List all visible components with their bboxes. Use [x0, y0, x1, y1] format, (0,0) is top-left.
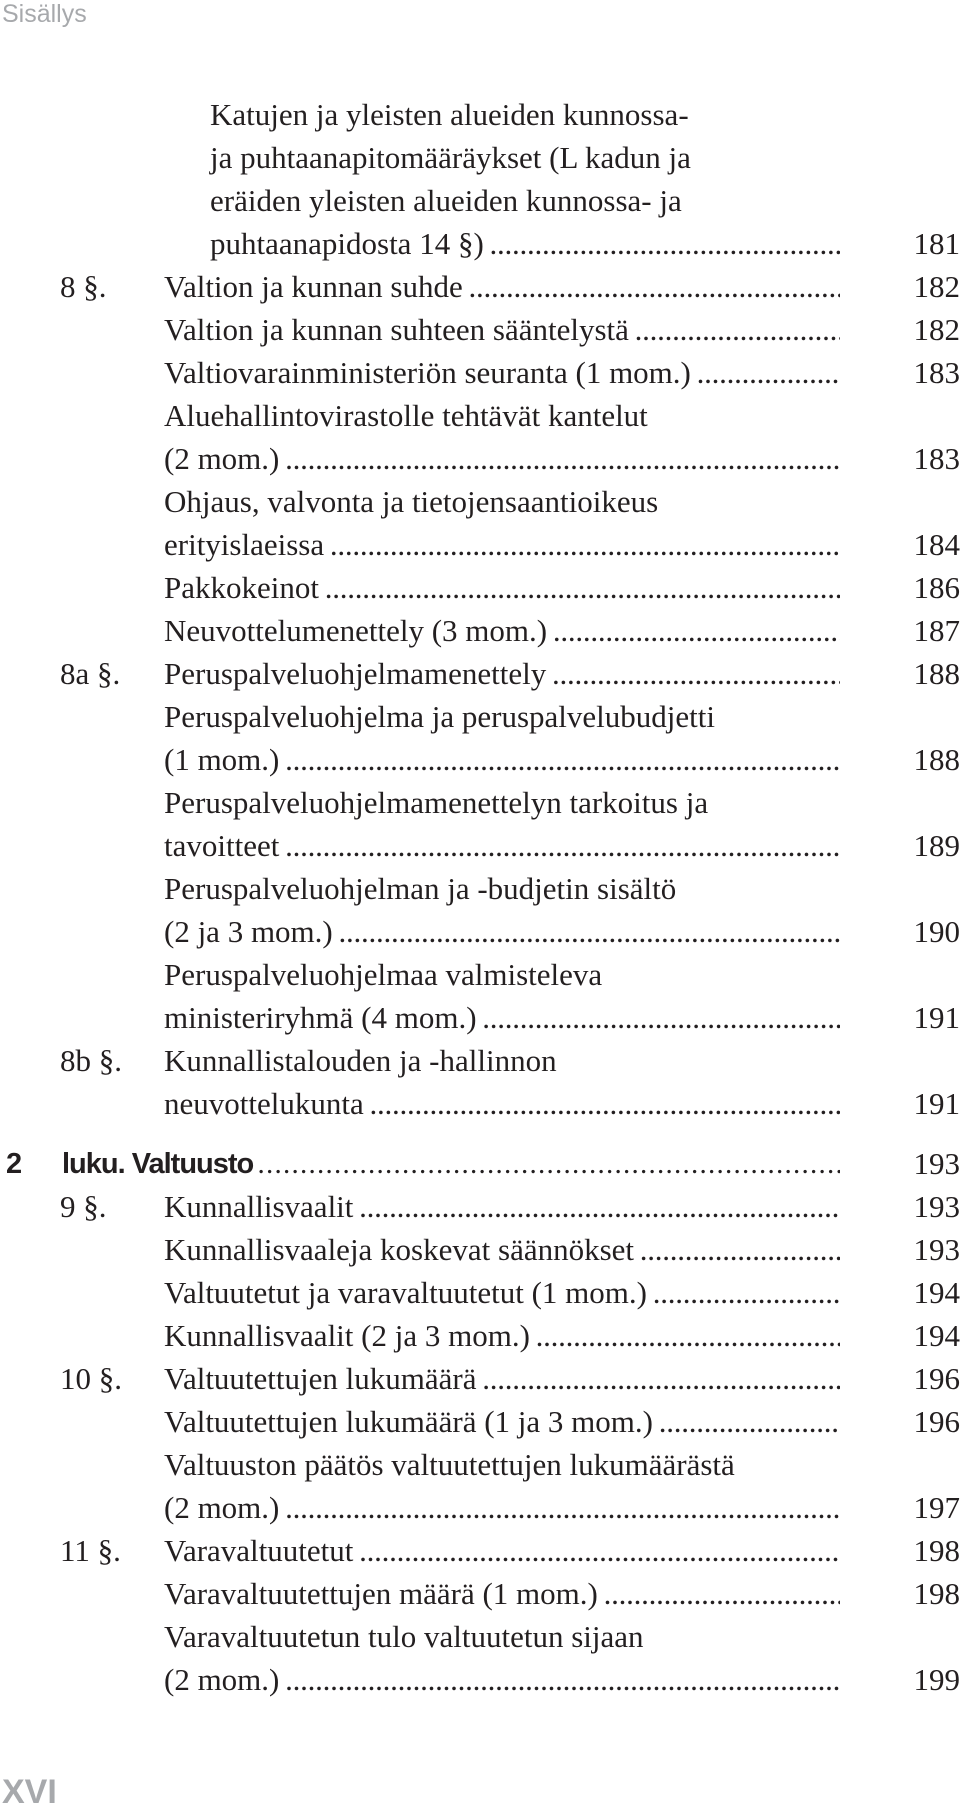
toc-entry-title: (2 mom.) . . . [164, 1488, 840, 1528]
toc-entry-title: erityislaeissa . . . [164, 525, 840, 565]
toc-text-line: Peruspalveluohjelmamenettelyn tarkoitus ja [164, 785, 709, 820]
toc-entry-title: (2 mom.) . . . [164, 1660, 840, 1700]
toc-page-number: 191 [913, 1086, 960, 1121]
toc-page-number: 189 [913, 828, 960, 863]
section-number: 11 §. [60, 1533, 121, 1568]
toc-entry-title: Varavaltuutettujen määrä (1 mom.) . . . [164, 1574, 840, 1614]
toc-entry-title: Neuvottelumenettely (3 mom.) . . . [164, 611, 840, 651]
toc-text-line: ja puhtaanapitomääräykset (L kadun ja [210, 140, 691, 175]
section-number: 8b §. [60, 1043, 122, 1078]
toc-page-number: 194 [913, 1275, 960, 1310]
toc-text-line: Ohjaus, valvonta ja tietojensaantioikeus [164, 484, 659, 519]
toc-text-line: Peruspalveluohjelmaa valmisteleva [164, 957, 603, 992]
chapter-number: 2 [6, 1148, 22, 1180]
toc-entry-title: Valtuutettujen lukumäärä . . . [164, 1359, 840, 1399]
toc-entry-title: Valtion ja kunnan suhteen sääntelystä . . . [164, 310, 840, 350]
toc-entry-title: Valtuutettujen lukumäärä (1 ja 3 mom.) . . . [164, 1402, 840, 1442]
toc-page-number: 181 [913, 226, 960, 261]
toc-page-number: 188 [913, 656, 960, 691]
toc-entry-title: Valtuutetut ja varavaltuutetut (1 mom.) . . . [164, 1273, 840, 1313]
toc-page-number: 182 [913, 312, 960, 347]
toc-page-number: 182 [913, 269, 960, 304]
section-number: 8a §. [60, 656, 121, 691]
toc-entry-title: Valtiovarainministeriön seuranta (1 mom.) . . . [164, 353, 840, 393]
toc-page-number: 193 [913, 1189, 960, 1224]
toc-page-number: 191 [913, 1000, 960, 1035]
toc-entry-title: Kunnallisvaaleja koskevat säännökset . . . [164, 1230, 840, 1270]
toc-page-number: 196 [913, 1361, 960, 1396]
toc-entry-title: puhtaanapidosta 14 §) . . . [210, 224, 840, 264]
toc-text-line: Kunnallistalouden ja -hallinnon [164, 1043, 557, 1078]
toc-page-number: 193 [913, 1146, 960, 1181]
section-number: 8 §. [60, 269, 107, 304]
chapter-heading [6, 1144, 840, 1184]
toc-text-line: Peruspalveluohjelma ja peruspalvelubudjetti [164, 699, 715, 734]
toc-text-line: Valtuuston päätös valtuutettujen lukumäärästä [164, 1447, 735, 1482]
toc-text-line: eräiden yleisten alueiden kunnossa- ja [210, 183, 682, 218]
toc-page-number: 183 [913, 441, 960, 476]
toc-page-number: 196 [913, 1404, 960, 1439]
toc-page-number: 187 [913, 613, 960, 648]
toc-page-number: 190 [913, 914, 960, 949]
toc-page-number: 197 [913, 1490, 960, 1525]
toc-page-number: 186 [913, 570, 960, 605]
toc-entry-title: Valtion ja kunnan suhde . . . [164, 267, 840, 307]
toc-text-line: Aluehallintovirastolle tehtävät kantelut [164, 398, 648, 433]
toc-page-number: 183 [913, 355, 960, 390]
toc-page-number: 199 [913, 1662, 960, 1697]
page-folio: XVI [2, 1773, 57, 1806]
toc-entry-title: neuvottelukunta . . . [164, 1084, 840, 1124]
chapter-title: luku. Valtuusto [62, 1148, 254, 1180]
toc-text-line: Katujen ja yleisten alueiden kunnossa- [210, 97, 689, 132]
toc-page-number: 198 [913, 1576, 960, 1611]
toc-page-number: 193 [913, 1232, 960, 1267]
toc-page-number: 188 [913, 742, 960, 777]
toc-entry-title: Kunnallisvaalit . . . [164, 1187, 840, 1227]
toc-entry-title: (2 mom.) . . . [164, 439, 840, 479]
toc-entry-title: (1 mom.) . . . [164, 740, 840, 780]
toc-text-line: Varavaltuutetun tulo valtuutetun sijaan [164, 1619, 644, 1654]
toc-entry-title: Kunnallisvaalit (2 ja 3 mom.) . . . [164, 1316, 840, 1356]
toc-entry-title: Peruspalveluohjelmamenettely . . . [164, 654, 840, 694]
section-number: 10 §. [60, 1361, 122, 1396]
toc-entry-title: Pakkokeinot . . . [164, 568, 840, 608]
toc-text-line: Peruspalveluohjelman ja -budjetin sisältö [164, 871, 677, 906]
toc-entry-title: (2 ja 3 mom.) . . . [164, 912, 840, 952]
toc-page-number: 184 [913, 527, 960, 562]
toc-entry-title: tavoitteet . . . [164, 826, 840, 866]
section-number: 9 §. [60, 1189, 107, 1224]
toc-page-number: 198 [913, 1533, 960, 1568]
toc-page-number: 194 [913, 1318, 960, 1353]
toc-entry-title: Varavaltuutetut . . . [164, 1531, 840, 1571]
running-header: Sisällys [2, 0, 87, 28]
toc-entry-title: ministeriryhmä (4 mom.) . . . [164, 998, 840, 1038]
